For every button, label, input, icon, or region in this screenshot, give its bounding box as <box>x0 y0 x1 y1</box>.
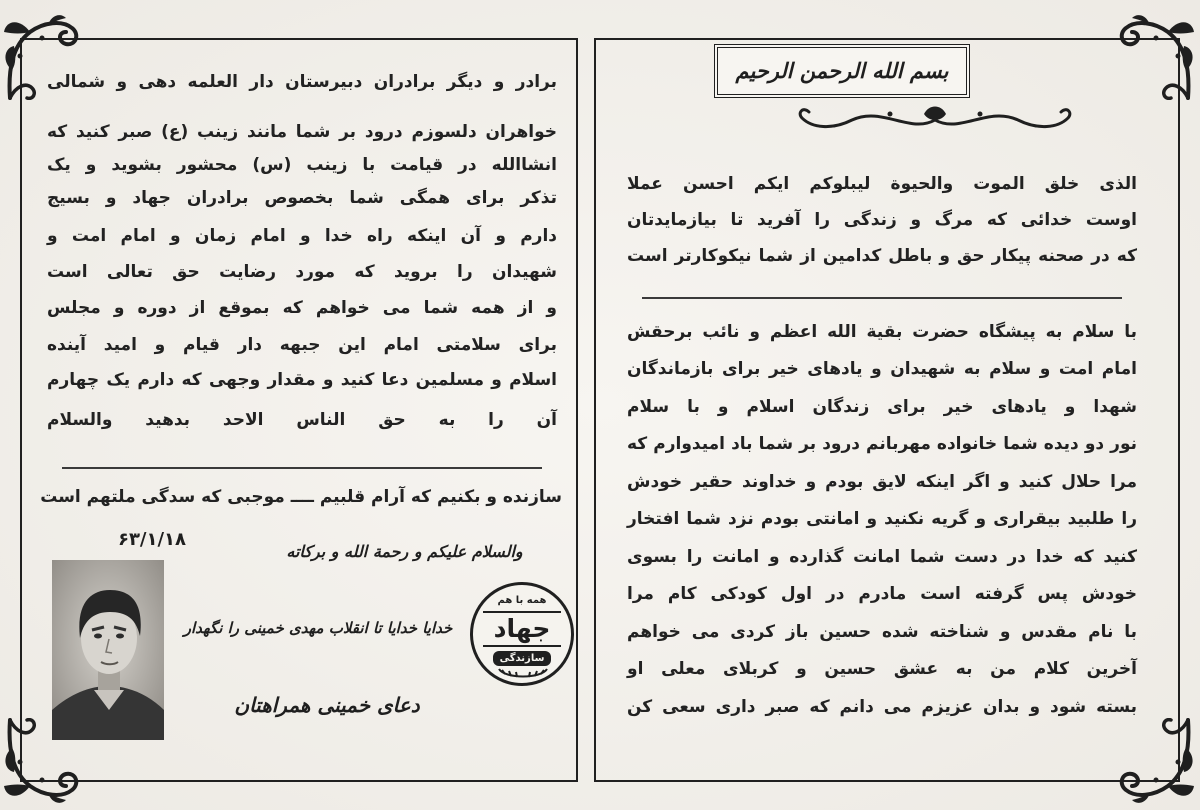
letter-line: شهدا و یادهای خیر برای زندگان اسلام و با سلام <box>627 397 1137 417</box>
letter-line: با نام مقدس و شناخته شده حسین باز کردی می خواهم <box>627 622 1137 642</box>
letter-line: را طلبید بیقراری و گریه نکنید و امانتی بودم نزد شما افتخار <box>627 509 1137 529</box>
letter-line: آخرین کلام من به عشق حسین و کربلای معلی او <box>627 659 1137 679</box>
letter-date: ۶۳/۱/۱۸ <box>117 529 187 550</box>
swirl-ornament-icon <box>790 102 1080 138</box>
letter-line: مرا حلال کنید و اگر اینکه لایق بودم و خداوند حقیر خودش <box>627 472 1137 492</box>
letter-line: کنید که خدا در دست شما امانت گذارده و امانت را بسوی <box>627 547 1137 567</box>
verse-line: که در صحنه پیکار حق و باطل کدامین از شما نیکوکارتر است <box>627 246 1137 266</box>
letter-line: برادر و دیگر برادران دبیرستان دار العلمه دهی و شمالی <box>47 72 557 92</box>
corner-ornament-top-left-icon <box>0 12 88 100</box>
letter-line: تذکر برای همگی شما بخصوص برادران جهاد و بسیج <box>47 188 557 208</box>
letter-line: و از همه شما می خواهم که بموقع از دوره و مجلس <box>47 298 557 318</box>
letter-line: خودش پس گرفته است مادرم در اول کودکی کام مرا <box>627 584 1137 604</box>
right-page <box>594 38 1180 782</box>
corner-ornament-bottom-right-icon <box>1110 718 1198 806</box>
corner-ornament-bottom-left-icon <box>0 718 88 806</box>
signature-line: دعای خمینی همراهتان <box>234 693 420 717</box>
letter-line: شهیدان را بروید که مورد رضایت حق تعالی است <box>47 262 557 282</box>
letter-line: خواهران دلسوزم درود بر شما مانند زینب (ع) صبر کنید که <box>47 122 557 142</box>
letter-line: بسته شود و بدان عزیزم می دانم که صبر داری سعی کن <box>627 697 1137 717</box>
portrait-photo <box>52 560 164 740</box>
verse-line: اوست خدائی که مرگ و زندگی را آفرید تا بیازمایدتان <box>627 210 1137 230</box>
letter-line: اسلام و مسلمین دعا کنید و مقدار وجهی که دارم یک چهارم <box>47 370 557 390</box>
stamp-top-text: همه با هم <box>497 595 547 606</box>
letter-line: انشاالله در قیامت با زینب (س) محشور بشوید و یک <box>47 155 557 175</box>
letter-line: دارم و آن اینکه راه خدا و امام زمان و امام امت و <box>47 226 557 246</box>
letter-line: آن را به حق الناس الاحد بدهید والسلام <box>47 410 557 430</box>
verse-line: الذی خلق الموت والحیوة لیبلوکم ایکم احسن عملا <box>627 174 1137 194</box>
salutation: والسلام علیکم و رحمة الله و برکاته <box>286 542 523 561</box>
stamp-center-text: جهاد <box>483 611 561 647</box>
letter-line: نور دو دیده شما خانواده مهربانم درود بر شما باد امیدوارم که <box>627 434 1137 454</box>
section-divider <box>642 297 1122 299</box>
closing-line: سازنده و بکنیم که آرام قلبیم ــــ موجبی که سدگی ملتهم است <box>40 487 562 507</box>
prayer-line: خدایا خدایا تا انقلاب مهدی خمینی را نگهدار <box>183 619 453 637</box>
portrait-figure <box>52 560 164 740</box>
letter-line: برای سلامتی امام این جبهه دار قیام و امید آینده <box>47 335 557 355</box>
bismillah-header: بسم الله الرحمن الرحیم <box>735 59 949 83</box>
corner-ornament-top-right-icon <box>1110 12 1198 100</box>
bismillah-header-box <box>714 44 970 98</box>
laurel-icon <box>495 667 551 681</box>
letter-line: امام امت و سلام به شهیدان و یادهای خیر برای بازماندگان <box>627 359 1137 379</box>
stamp-bottom-text: سازندگی <box>493 651 551 666</box>
jihad-sazandegi-stamp <box>470 582 574 686</box>
letter-line: با سلام به پیشگاه حضرت بقیة الله اعظم و نائب برحقش <box>627 322 1137 342</box>
left-page <box>20 38 578 782</box>
section-divider <box>62 467 542 469</box>
